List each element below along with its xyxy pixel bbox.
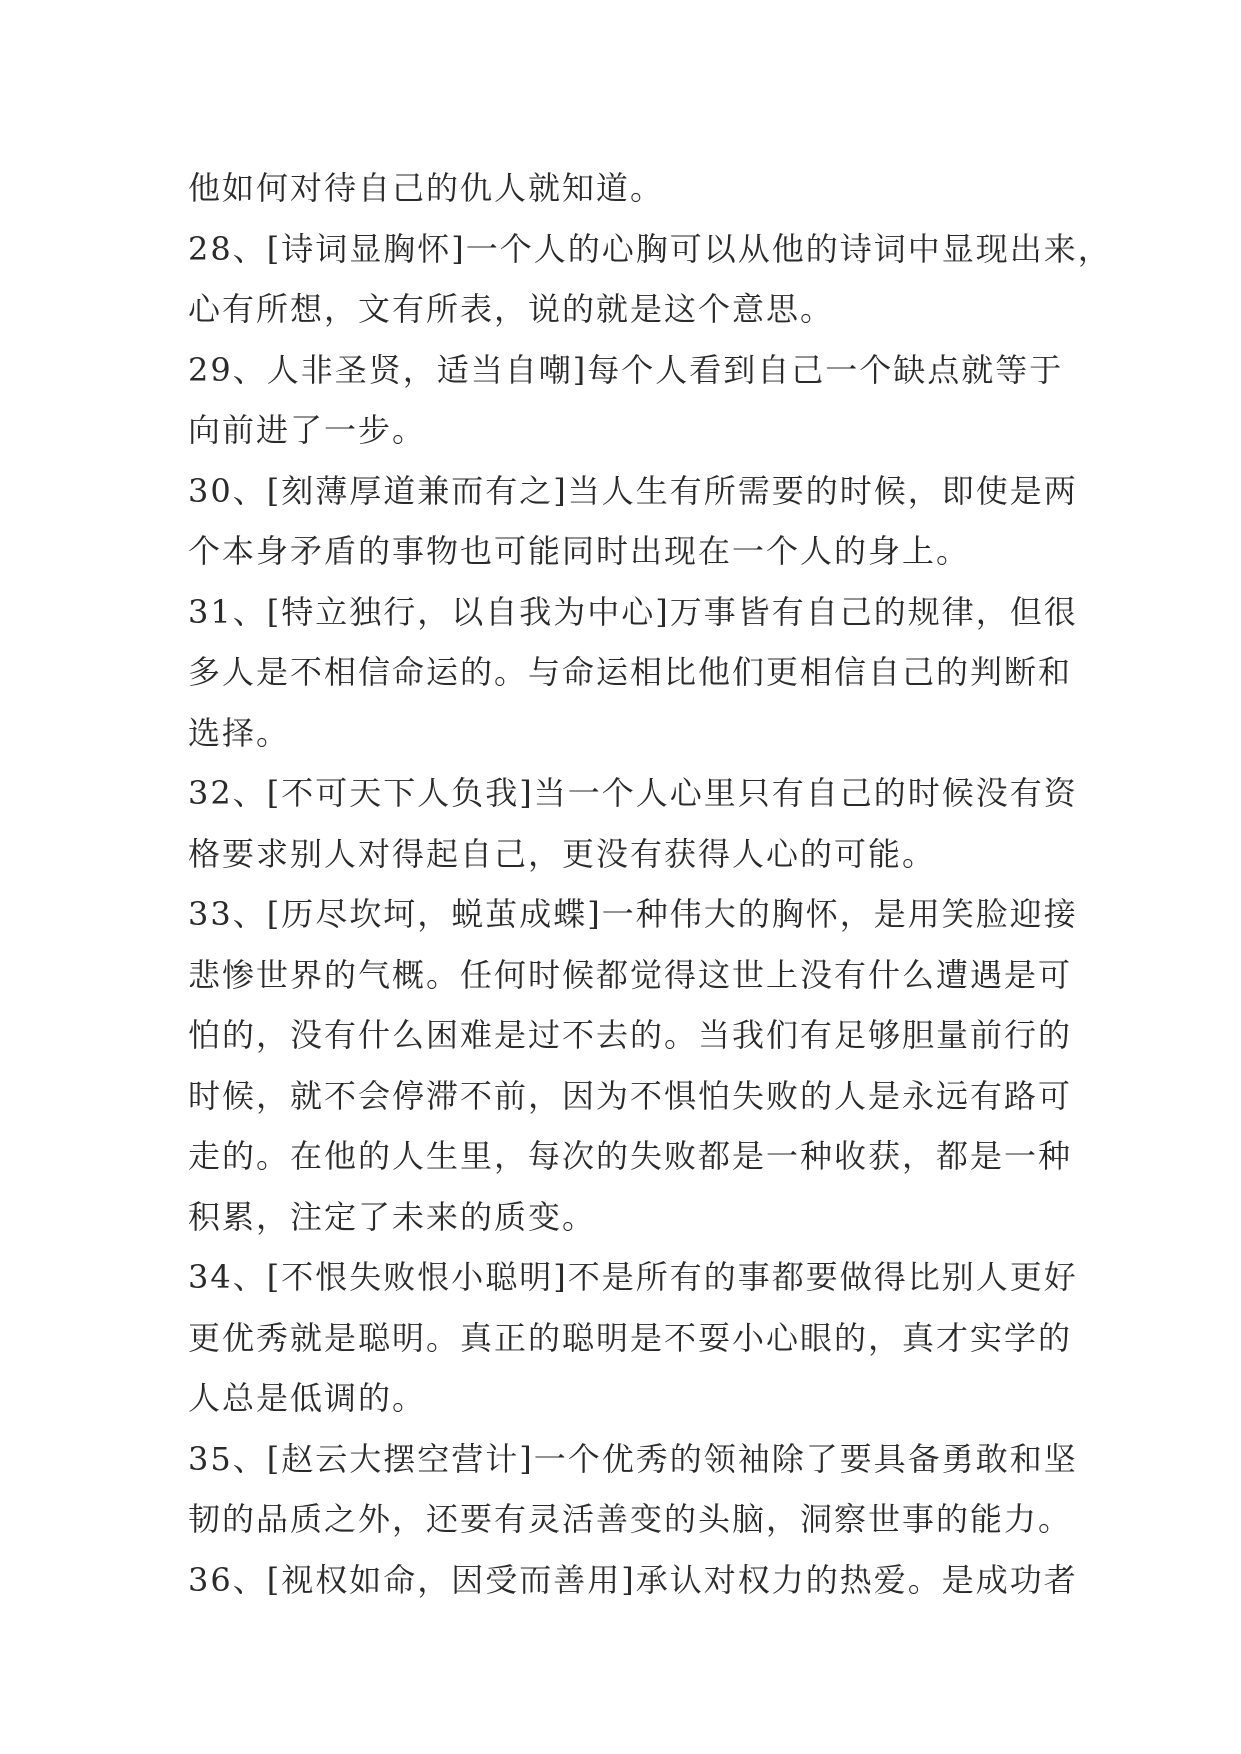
text-line: 向前进了一步。	[188, 411, 427, 449]
text-line: 人总是低调的。	[188, 1379, 427, 1417]
text-line: 韧的品质之外，还要有灵活善变的头脑，洞察世事的能力。	[188, 1500, 1073, 1538]
text-line: 走的。在他的人生里，每次的失败都是一种收获，都是一种	[188, 1137, 1073, 1175]
text-line: 36、[视权如命，因受而善用]承认对权力的热爱。是成功者	[188, 1560, 1078, 1599]
text-line: 心有所想，文有所表，说的就是这个意思。	[188, 290, 835, 328]
text-line: 32、[不可天下人负我]当一个人心里只有自己的时候没有资	[188, 774, 1078, 812]
text-line: 31、[特立独行，以自我为中心]万事皆有自己的规律，但很	[188, 592, 1078, 631]
text-line: 33、[历尽坎坷，蜕茧成蝶]一种伟大的胸怀，是用笑脸迎接	[188, 895, 1078, 933]
text-line: 时候，就不会停滞不前，因为不惧怕失败的人是永远有路可	[188, 1076, 1073, 1115]
text-line: 积累，注定了未来的质变。	[188, 1197, 597, 1236]
text-line: 个本身矛盾的事物也可能同时出现在一个人的身上。	[188, 532, 971, 570]
text-line: 选择。	[188, 713, 291, 752]
text-line: 28、[诗词显胸怀]一个人的心胸可以从他的诗词中显现出来，	[188, 229, 1112, 268]
text-line: 更优秀就是聪明。真正的聪明是不耍小心眼的，真才实学的	[188, 1318, 1073, 1357]
text-line: 30、[刻薄厚道兼而有之]当人生有所需要的时候，即使是两	[188, 471, 1078, 510]
text-line: 格要求别人对得起自己，更没有获得人心的可能。	[188, 834, 937, 873]
text-line: 怕的，没有什么困难是过不去的。当我们有足够胆量前行的	[188, 1016, 1073, 1054]
text-line: 29、人非圣贤，适当自嘲]每个人看到自己一个缺点就等于	[188, 350, 1064, 389]
body-text	[188, 158, 1112, 1610]
text-line: 多人是不相信命运的。与命运相比他们更相信自己的判断和	[188, 653, 1073, 691]
text-line: 他如何对待自己的仇人就知道。	[188, 169, 665, 207]
text-line: 35、[赵云大摆空营计]一个优秀的领袖除了要具备勇敢和坚	[188, 1439, 1078, 1478]
text-line: 悲惨世界的气概。任何时候都觉得这世上没有什么遭遇是可	[188, 955, 1073, 994]
text-line: 34、[不恨失败恨小聪明]不是所有的事都要做得比别人更好	[188, 1258, 1078, 1296]
